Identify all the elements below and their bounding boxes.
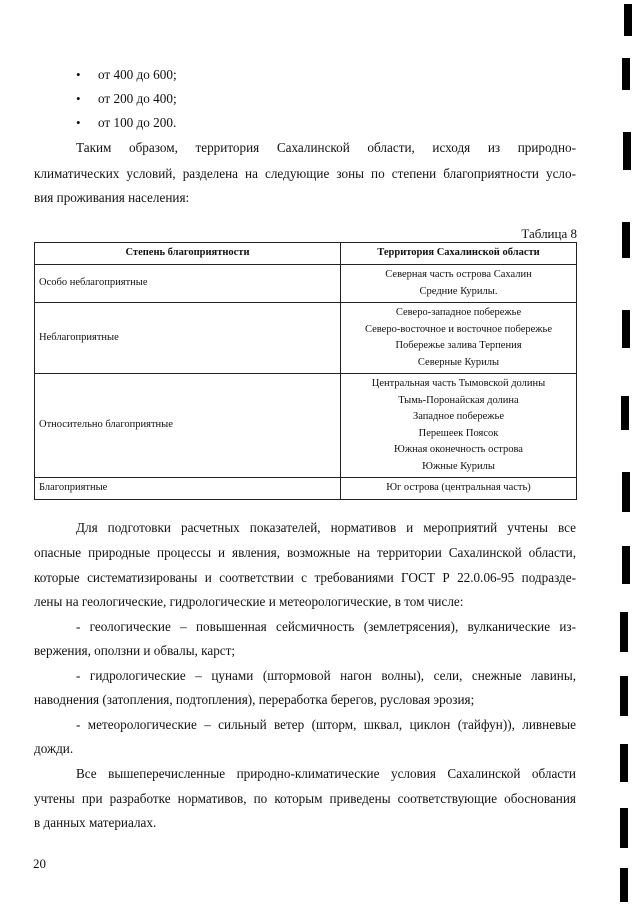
- body-line: учтены при разработке нормативов, по которым приведены соответствующие обоснования: [34, 791, 576, 806]
- body-line: опасные природные процессы и явления, возможные на территории Сахалинской области,: [34, 545, 576, 560]
- body-line: дожди.: [34, 741, 74, 756]
- body-line: лены на геологические, гидрологические и метеорологические, в том числе:: [34, 594, 464, 609]
- territory-item: Южные Курилы: [422, 460, 495, 472]
- territory-cell: [341, 303, 577, 374]
- territory-item: Западное побережье: [412, 411, 505, 422]
- bullet-item: от 400 до 600;: [98, 67, 177, 82]
- territory-item: Северо-западное побережье: [395, 307, 522, 318]
- territory-item: Побережье залива Терпения: [395, 340, 522, 351]
- header-territory: Территория Сахалинской области: [341, 243, 577, 265]
- territory-item: Юг острова (центральная часть): [386, 482, 531, 493]
- territory-item: Перешеек Поясок: [418, 427, 499, 439]
- body-line: в данных материалах.: [34, 815, 157, 830]
- territory-item: Тымь-Поронайская долина: [398, 394, 519, 406]
- table-header-row: [35, 243, 577, 265]
- bullet-marker: •: [76, 115, 81, 130]
- territory-item: Северные Курилы: [417, 356, 500, 368]
- degree-cell: Относительно благоприятные: [35, 374, 341, 478]
- body-line: - гидрологические – цунами (штормовой нагон волны), сели, снежные лавины,: [76, 668, 576, 683]
- territory-cell: [341, 374, 577, 478]
- territory-cell: [341, 478, 577, 500]
- body-line: наводнения (затопления, подтопления), переработка берегов, русловая эрозия;: [34, 692, 475, 707]
- page-number: 20: [33, 856, 46, 871]
- bullet-item: от 200 до 400;: [98, 91, 177, 106]
- territory-item: Северная часть острова Сахалин: [385, 269, 532, 280]
- table-row: [35, 303, 577, 374]
- bullet-marker: •: [76, 91, 81, 106]
- intro-line: климатических условий, разделена на следующие зоны по степени благоприятности усло-: [34, 166, 576, 181]
- degree-cell: Особо неблагоприятные: [35, 265, 341, 303]
- table-row: [35, 265, 577, 303]
- table-caption: Таблица 8: [521, 226, 577, 241]
- territory-item: Северо-восточное и восточное побережье: [364, 323, 553, 335]
- intro-line: вия проживания населения:: [34, 190, 190, 205]
- territory-item: Средние Курилы.: [419, 285, 498, 297]
- intro-line: Таким образом, территория Сахалинской области, исходя из природно-: [76, 140, 576, 155]
- degree-cell: Благоприятные: [35, 478, 341, 500]
- body-line: Для подготовки расчетных показателей, нормативов и мероприятий учтены все: [76, 520, 576, 535]
- body-line: - метеорологические – сильный ветер (шторм, шквал, циклон (тайфун)), ливневые: [76, 717, 576, 732]
- bullet-item: от 100 до 200.: [98, 115, 177, 130]
- body-line: которые систематизированы и соответствии с требованиями ГОСТ Р 22.0.06-95 подразде-: [34, 570, 576, 585]
- body-line: - геологические – повышенная сейсмичность (землетрясения), вулканические из-: [76, 619, 576, 634]
- degree-cell: Неблагоприятные: [35, 303, 341, 374]
- table-row: [35, 374, 577, 478]
- territory-item: Южная оконечность острова: [394, 444, 523, 455]
- zones-table: [34, 242, 577, 500]
- table-row: [35, 478, 577, 500]
- bullet-marker: •: [76, 67, 81, 82]
- territory-cell: [341, 265, 577, 303]
- header-degree: Степень благоприятности: [35, 243, 341, 265]
- body-line: вержения, оползни и обвалы, карст;: [34, 643, 236, 658]
- body-line: Все вышеперечисленные природно-климатические условия Сахалинской области: [76, 766, 576, 781]
- territory-item: Центральная часть Тымовской долины: [371, 378, 546, 389]
